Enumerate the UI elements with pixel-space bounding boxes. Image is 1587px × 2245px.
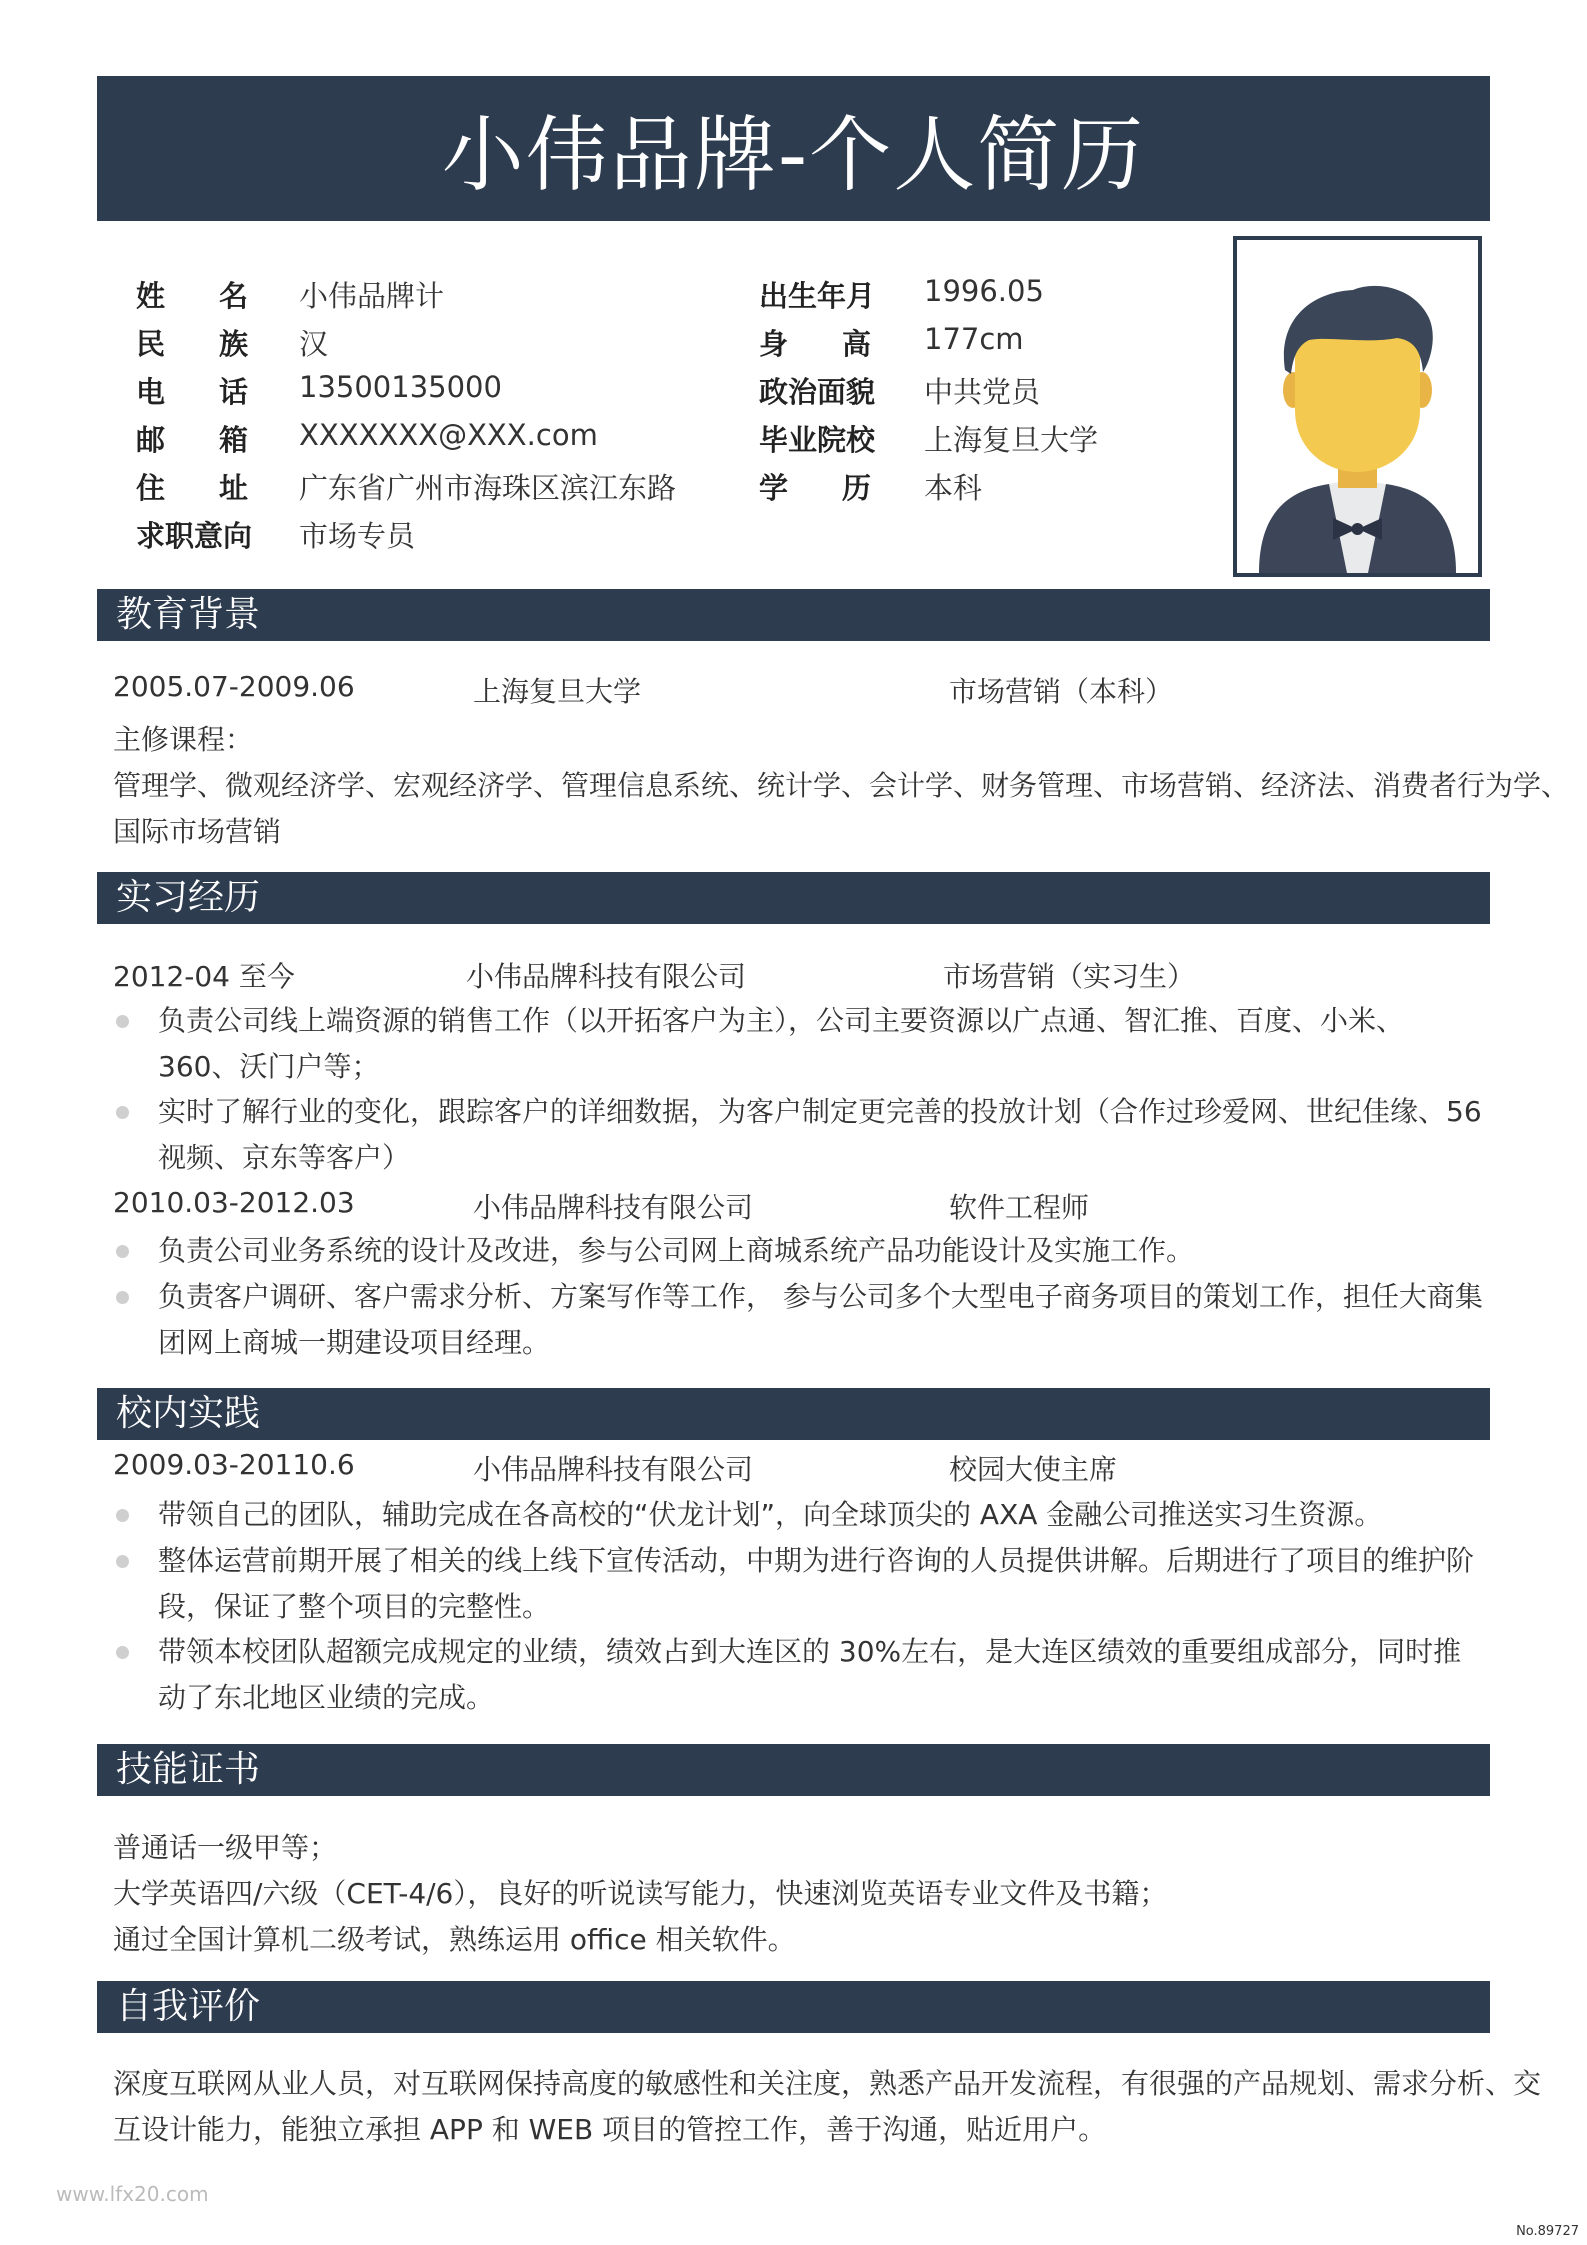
internship-bullet: 负责客户调研、客户需求分析、方案写作等工作， 参与公司多个大型电子商务项目的策划工作，担任大商集团网上商城一期建设项目经理。 (158, 1280, 1483, 1359)
skills-line: 大学英语四/六级（CET-4/6），良好的听说读写能力，快速浏览英语专业文件及书籍； (113, 1877, 1168, 1910)
degree-label: 学 历 (759, 471, 871, 505)
site-watermark: www.lfx20.com (56, 2182, 209, 2206)
section-internship-heading: 实习经历 (97, 872, 1490, 924)
name-label: 姓 名 (136, 279, 248, 313)
avatar-man-bowtie-icon (1237, 240, 1478, 573)
ethnicity-label: 民 族 (136, 327, 248, 361)
internship-period: 2012-04 至今 (113, 960, 295, 993)
campus-role: 校园大使主席 (949, 1453, 1118, 1486)
phone-label: 电 话 (136, 375, 248, 409)
email-label: 邮 箱 (136, 423, 248, 457)
internship-bullet: 实时了解行业的变化，跟踪客户的详细数据，为客户制定更完善的投放计划（合作过珍爱网、世纪佳缘、56 视频、京东等客户） (158, 1095, 1482, 1174)
bullet-dot (116, 1015, 129, 1028)
bullet-dot (116, 1555, 129, 1568)
self-eval-line: 互设计能力，能独立承担 APP 和 WEB 项目的管控工作，善于沟通，贴近用户。 (113, 2113, 1107, 2146)
internship-role: 市场营销（实习生） (943, 960, 1196, 993)
birth-value: 1996.05 (924, 274, 1044, 308)
job-intent-label: 求职意向 (136, 519, 253, 553)
politics-label: 政治面貌 (759, 375, 876, 409)
section-education-heading: 教育背景 (97, 589, 1490, 641)
internship-role: 软件工程师 (949, 1191, 1090, 1224)
education-school: 上海复旦大学 (473, 675, 642, 708)
profile-photo (1233, 236, 1482, 577)
education-courses-line: 管理学、微观经济学、宏观经济学、管理信息系统、统计学、会计学、财务管理、市场营销、经济法、消费者行为学、 (113, 769, 1570, 802)
section-skills-heading: 技能证书 (97, 1744, 1490, 1796)
name-value: 小伟品牌计 (299, 279, 445, 313)
degree-value: 本科 (924, 471, 983, 505)
section-campus-heading: 校内实践 (97, 1388, 1490, 1440)
bullet-dot (116, 1291, 129, 1304)
politics-value: 中共党员 (924, 375, 1041, 409)
campus-bullet: 整体运营前期开展了相关的线上线下宣传活动，中期为进行咨询的人员提供讲解。后期进行了项目的维护阶段，保证了整个项目的完整性。 (158, 1544, 1475, 1623)
height-value: 177cm (924, 322, 1024, 356)
internship-company: 小伟品牌科技有限公司 (473, 1191, 754, 1224)
section-self-eval-heading: 自我评价 (97, 1981, 1490, 2033)
address-label: 住 址 (136, 471, 248, 505)
campus-bullet: 带领本校团队超额完成规定的业绩，绩效占到大连区的 30%左右，是大连区绩效的重要组成部分，同时推动了东北地区业绩的完成。 (158, 1635, 1462, 1714)
resume-title: 小伟品牌-个人简历 (97, 76, 1490, 221)
ethnicity-value: 汉 (299, 327, 329, 361)
bullet-dot (116, 1646, 129, 1659)
internship-company: 小伟品牌科技有限公司 (466, 960, 747, 993)
job-intent-value: 市场专员 (299, 519, 416, 553)
internship-bullet: 负责公司线上端资源的销售工作（以开拓客户为主），公司主要资源以广点通、智汇推、百度、小米、360、沃门户等； (158, 1004, 1405, 1083)
school-value: 上海复旦大学 (924, 423, 1099, 457)
campus-period: 2009.03-20110.6 (113, 1448, 355, 1481)
birth-label: 出生年月 (759, 279, 876, 313)
address-value: 广东省广州市海珠区滨江东路 (299, 471, 677, 505)
campus-company: 小伟品牌科技有限公司 (473, 1453, 754, 1486)
internship-period: 2010.03-2012.03 (113, 1186, 355, 1219)
skills-line: 普通话一级甲等； (113, 1831, 338, 1864)
document-number: No.89727 (1516, 2224, 1579, 2239)
education-major: 市场营销（本科） (949, 675, 1174, 708)
height-label: 身 高 (759, 327, 871, 361)
self-eval-line: 深度互联网从业人员，对互联网保持高度的敏感性和关注度，熟悉产品开发流程，有很强的产品规划、需求分析、交 (113, 2067, 1542, 2100)
email-value: XXXXXXX@XXX.com (299, 418, 598, 452)
campus-bullet: 带领自己的团队，辅助完成在各高校的“伏龙计划”，向全球顶尖的 AXA 金融公司推送实习生资源。 (158, 1498, 1383, 1531)
education-period: 2005.07-2009.06 (113, 670, 355, 703)
bullet-dot (116, 1106, 129, 1119)
phone-value: 13500135000 (299, 370, 502, 404)
skills-line: 通过全国计算机二级考试，熟练运用 office 相关软件。 (113, 1923, 796, 1956)
education-courses-line: 国际市场营销 (113, 815, 282, 848)
bullet-dot (116, 1509, 129, 1522)
bullet-dot (116, 1245, 129, 1258)
school-label: 毕业院校 (759, 423, 876, 457)
internship-bullet: 负责公司业务系统的设计及改进，参与公司网上商城系统产品功能设计及实施工作。 (158, 1234, 1195, 1267)
education-courses-label: 主修课程： (113, 723, 254, 756)
